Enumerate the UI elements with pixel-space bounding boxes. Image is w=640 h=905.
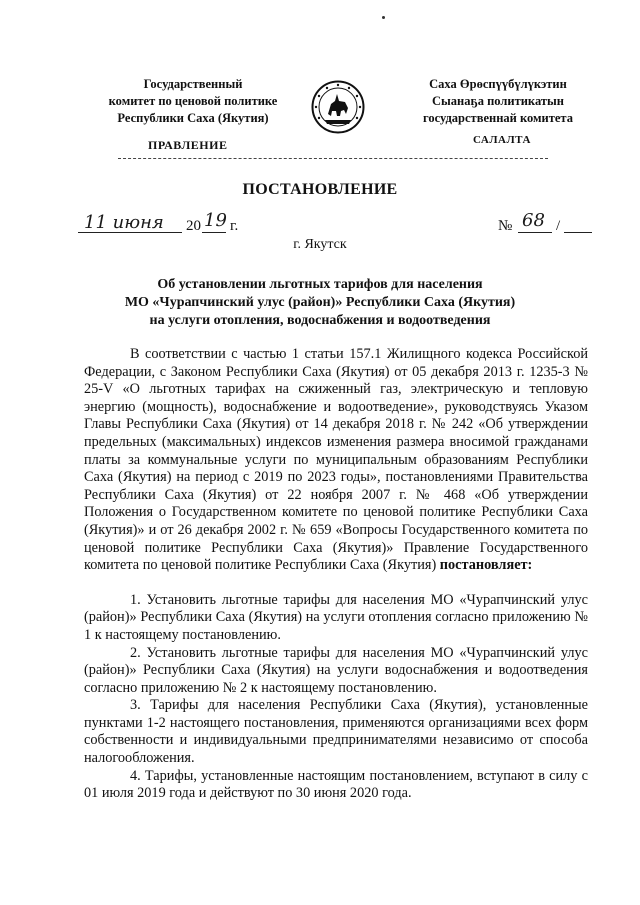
document-body — [84, 346, 588, 803]
issuer-name-sakha — [388, 76, 608, 127]
year-prefix: 20 — [186, 218, 201, 234]
issuer-line: государственнай комитета — [423, 111, 573, 125]
header-divider — [118, 158, 548, 159]
number-slash: / — [556, 218, 561, 234]
number-underline — [518, 232, 552, 233]
document-number — [498, 212, 598, 240]
board-label-sakha: САЛАЛТА — [473, 134, 531, 146]
handwritten-year: 19 — [204, 210, 227, 231]
issue-city: г. Якутск — [293, 237, 347, 252]
handwritten-number: 68 — [522, 210, 545, 231]
resolution-item-4: 4. Тарифы, установленные настоящим постановлением, вступают в силу с 01 июля 2019 года и действуют по 30 июня 2020 года. — [84, 767, 588, 802]
document-title: ПОСТАНОВЛЕНИЕ — [242, 181, 398, 198]
subject-line: Об установлении льготных тарифов для населения — [157, 277, 483, 292]
date-underline — [78, 232, 182, 233]
document-subject — [90, 276, 550, 330]
document-date — [78, 212, 288, 240]
resolution-item-1: 1. Установить льготные тарифы для населения МО «Чурапчинский улус (район)» Республики Саха (Якутия) на услуги отопления согласно приложению № 1 к настоящему постановлению. — [84, 591, 588, 643]
issuer-line: Саха Өрөспүүбүлүкэтин — [429, 77, 567, 91]
number-sign: № — [498, 218, 513, 234]
issuer-line: Государственный — [143, 77, 243, 91]
year-suffix: г. — [230, 218, 239, 234]
board-label-ru: ПРАВЛЕНИЕ — [148, 138, 228, 152]
resolution-item-3: 3. Тарифы для населения Республики Саха (Якутия), установленные пунктами 1-2 настоящего постановления, применяются организациями всех форм собственности и индивидуальными предпринимателями независимо от способа налогообложения. — [84, 697, 588, 767]
scan-speck — [382, 16, 385, 19]
preamble-text: В соответствии с частью 1 статьи 157.1 Жилищного кодекса Российской Федерации, с Законом Республики Саха (Якутия) от 05 декабря 2013 г. 1235-3 № 25-V «О льготных тарифах на сжиженный газ, электрическую и тепловую энергию (мощность), водоснабжение и водоотведение», руководствуясь Указом Главы Республики Саха (Якутия) от 14 декабря 2018 г. № 242 «Об утверждении предельных (максимальных) индексов изменения размера вносимой гражданами платы за коммунальные услуги по муниципальным образованиям Республики Саха (Якутия) на период с 2019 по 2023 годы», постановлениями Правительства Республики Саха (Якутия) от 22 ноября 2007 г. № 468 «Об утверждении Положения о Государственном комитете по ценовой политике Республики Саха (Якутия)» и от 26 декабря 2002 г. № 659 «Вопросы Государственного комитета по ценовой политике Республики Саха (Якутия)» Правление Государственного комитета по ценовой политике Республики Саха (Якутия) — [84, 346, 588, 574]
handwritten-date: 11 июня — [84, 212, 164, 233]
issuer-line: Республики Саха (Якутия) — [117, 111, 269, 125]
issuer-line: Сыанаҕа политикатын — [432, 94, 564, 108]
subject-line: на услуги отопления, водоснабжения и водоотведения — [149, 313, 491, 328]
number-tail-underline — [564, 232, 592, 233]
issuer-name-ru — [88, 76, 298, 127]
year-underline — [202, 232, 226, 233]
preamble-paragraph — [84, 346, 588, 575]
resolves-keyword: постановляет: — [439, 557, 533, 574]
coat-of-arms-emblem — [311, 80, 365, 134]
resolution-item-2: 2. Установить льготные тарифы для населения МО «Чурапчинский улус (район)» Республики Саха (Якутия) на услуги водоснабжения и водоотведения согласно приложению № 2 к настоящему постановлению. — [84, 644, 588, 696]
subject-line: МО «Чурапчинский улус (район)» Республики Саха (Якутия) — [124, 295, 516, 310]
issuer-line: комитет по ценовой политике — [108, 94, 278, 108]
